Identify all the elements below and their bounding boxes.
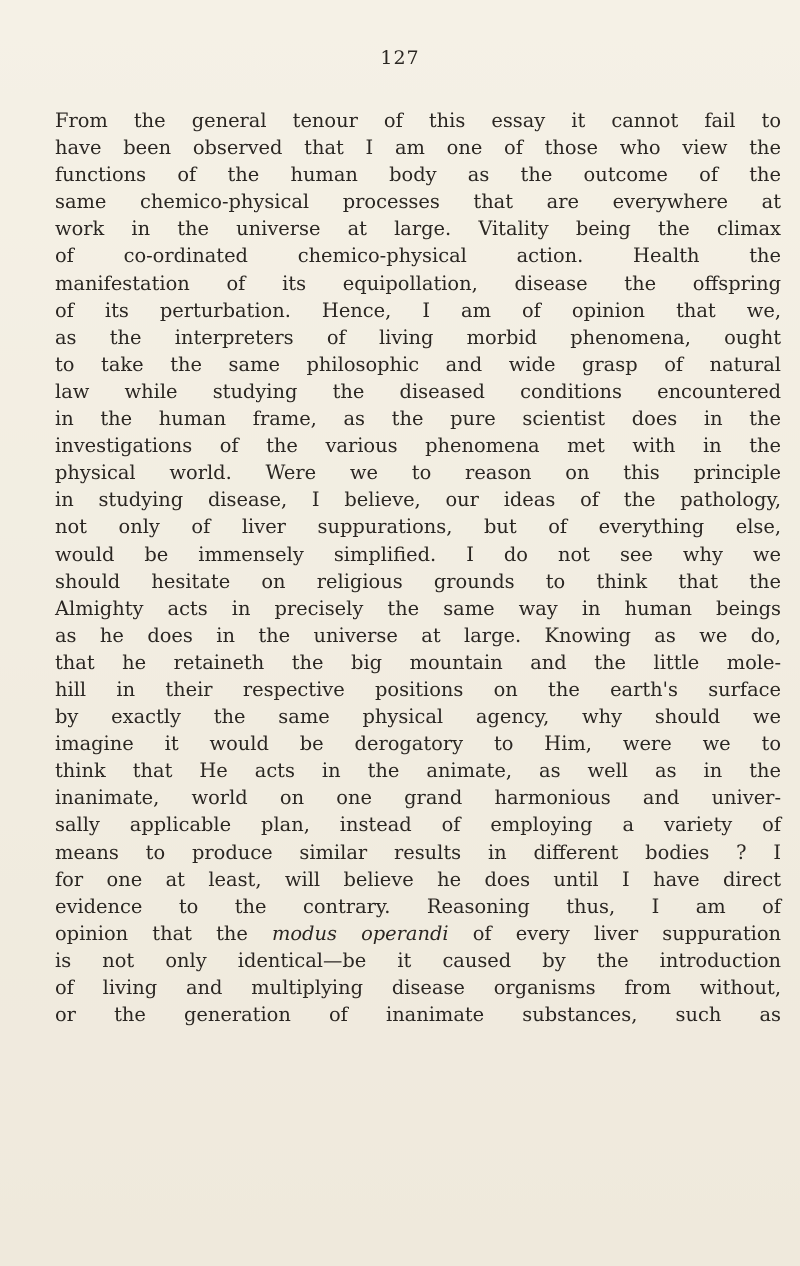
body-paragraph	[55, 107, 781, 1028]
italic-phrase: modus operandi	[272, 921, 449, 945]
text-line: not only of liver suppurations, but of everything else,	[55, 515, 781, 539]
text-line: in the human frame, as the pure scientist does in the	[55, 407, 781, 431]
text-line: imagine it would be derogatory to Him, were we to	[55, 732, 781, 756]
text-line: or the generation of inanimate substances, such as	[55, 1003, 781, 1027]
text-line: means to produce similar results in different bodies ? I	[55, 840, 781, 864]
text-line: law while studying the diseased conditions encountered	[55, 379, 781, 403]
text-line: by exactly the same physical agency, why should we	[55, 705, 781, 729]
text-line: hill in their respective positions on the earth's surface	[55, 677, 781, 701]
text-line: have been observed that I am one of those who view the	[55, 136, 781, 160]
text-line: same chemico-physical processes that are everywhere at	[55, 190, 781, 214]
text-line: that he retaineth the big mountain and the little mole-	[55, 650, 781, 674]
text-line-with-italic	[55, 920, 781, 947]
text-segment: of every liver suppuration	[448, 921, 781, 945]
text-line: would be immensely simplified. I do not see why we	[55, 542, 781, 566]
text-line: functions of the human body as the outcome of the	[55, 163, 781, 187]
text-line: should hesitate on religious grounds to think that the	[55, 569, 781, 593]
page-number: 127	[380, 47, 420, 69]
text-line: of co-ordinated chemico-physical action. Health the	[55, 244, 781, 268]
text-line: evidence to the contrary. Reasoning thus, I am of	[55, 894, 781, 918]
text-line: From the general tenour of this essay it cannot fail to	[55, 109, 781, 132]
text-line: investigations of the various phenomena met with in the	[55, 434, 781, 458]
text-line: work in the universe at large. Vitality being the climax	[55, 217, 781, 241]
text-line: inanimate, world on one grand harmonious and univer-	[55, 786, 781, 810]
text-line: of living and multiplying disease organisms from without,	[55, 976, 781, 999]
text-line: sally applicable plan, instead of employing a variety of	[55, 813, 781, 837]
text-line: in studying disease, I believe, our ideas of the pathology,	[55, 488, 781, 512]
text-line: for one at least, will believe he does until I have direct	[55, 867, 781, 891]
text-line: of its perturbation. Hence, I am of opinion that we,	[55, 298, 781, 322]
text-line: manifestation of its equipollation, disease the offspring	[55, 271, 781, 295]
text-line: as the interpreters of living morbid phenomena, ought	[55, 325, 781, 349]
text-segment: opinion that the	[55, 921, 272, 945]
text-line: physical world. Were we to reason on this principle	[55, 461, 781, 485]
text-line: is not only identical—be it caused by the introduction	[55, 948, 781, 972]
text-line: Almighty acts in precisely the same way in human beings	[55, 596, 781, 620]
text-line: as he does in the universe at large. Knowing as we do,	[55, 623, 781, 647]
text-line: think that He acts in the animate, as well as in the	[55, 759, 781, 783]
text-line: to take the same philosophic and wide grasp of natural	[55, 352, 781, 376]
